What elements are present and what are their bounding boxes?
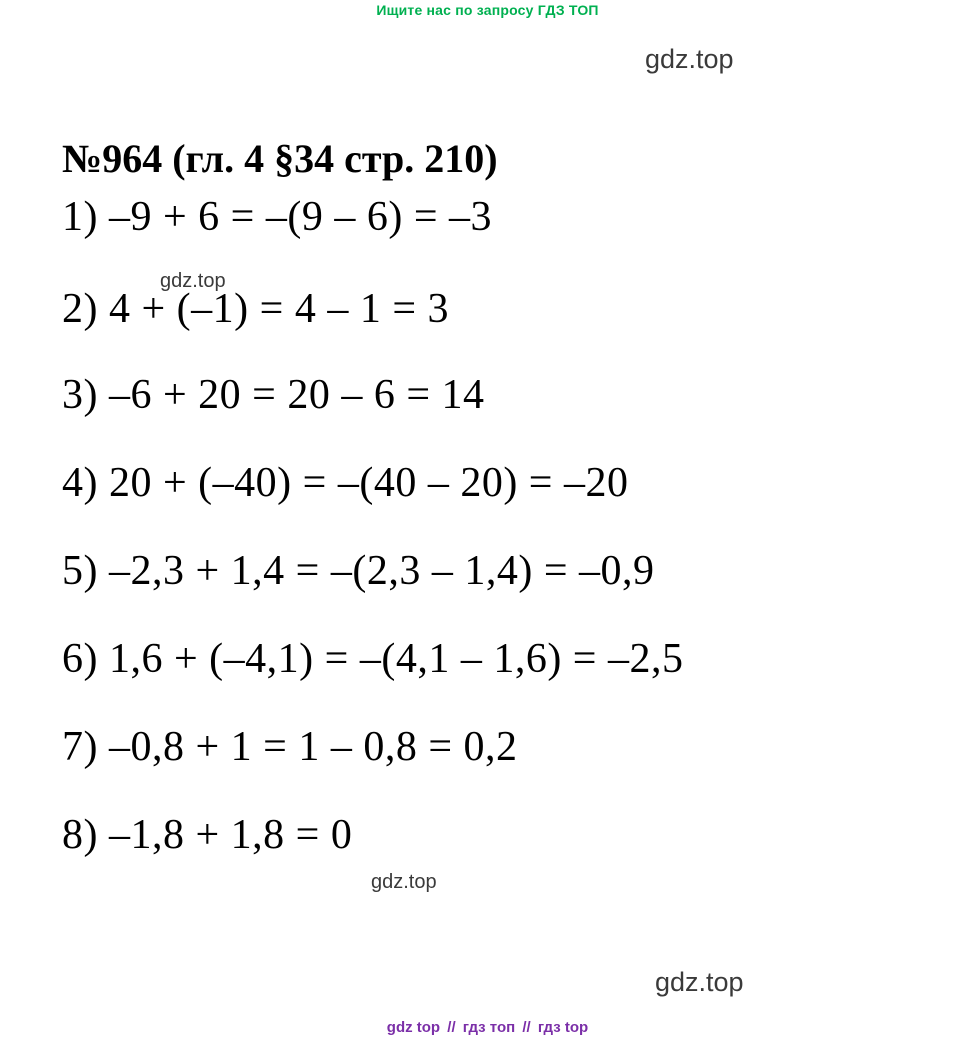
solution-line: 2) 4 + (–1) = 4 – 1 = 3 bbox=[62, 286, 450, 332]
solution-list bbox=[62, 196, 942, 902]
footer-link-1[interactable]: gdz top bbox=[386, 1019, 441, 1036]
solution-line: 7) –0,8 + 1 = 1 – 0,8 = 0,2 bbox=[62, 724, 518, 770]
footer-separator: // bbox=[447, 1019, 456, 1036]
footer-link-2[interactable]: гдз топ bbox=[462, 1019, 516, 1036]
solution-line: 4) 20 + (–40) = –(40 – 20) = –20 bbox=[62, 460, 629, 506]
solution-line: 1) –9 + 6 = –(9 – 6) = –3 bbox=[62, 194, 493, 240]
footer-links bbox=[0, 1019, 975, 1036]
watermark-top-right: gdz.top bbox=[645, 44, 734, 74]
watermark-lower-mid: gdz.top bbox=[371, 871, 437, 893]
watermark-bottom-right: gdz.top bbox=[655, 967, 744, 997]
solution-line: 6) 1,6 + (–4,1) = –(4,1 – 1,6) = –2,5 bbox=[62, 636, 684, 682]
footer-link-3[interactable]: гдз top bbox=[537, 1019, 589, 1036]
footer-separator: // bbox=[522, 1019, 531, 1036]
solution-line: 3) –6 + 20 = 20 – 6 = 14 bbox=[62, 372, 485, 418]
solution-line: 5) –2,3 + 1,4 = –(2,3 – 1,4) = –0,9 bbox=[62, 548, 655, 594]
watermark-mid-left: gdz.top bbox=[160, 270, 226, 292]
solution-line: 8) –1,8 + 1,8 = 0 bbox=[62, 812, 353, 858]
page-title: №964 (гл. 4 §34 стр. 210) bbox=[62, 135, 498, 181]
promo-banner: Ищите нас по запросу ГДЗ ТОП bbox=[376, 2, 599, 18]
